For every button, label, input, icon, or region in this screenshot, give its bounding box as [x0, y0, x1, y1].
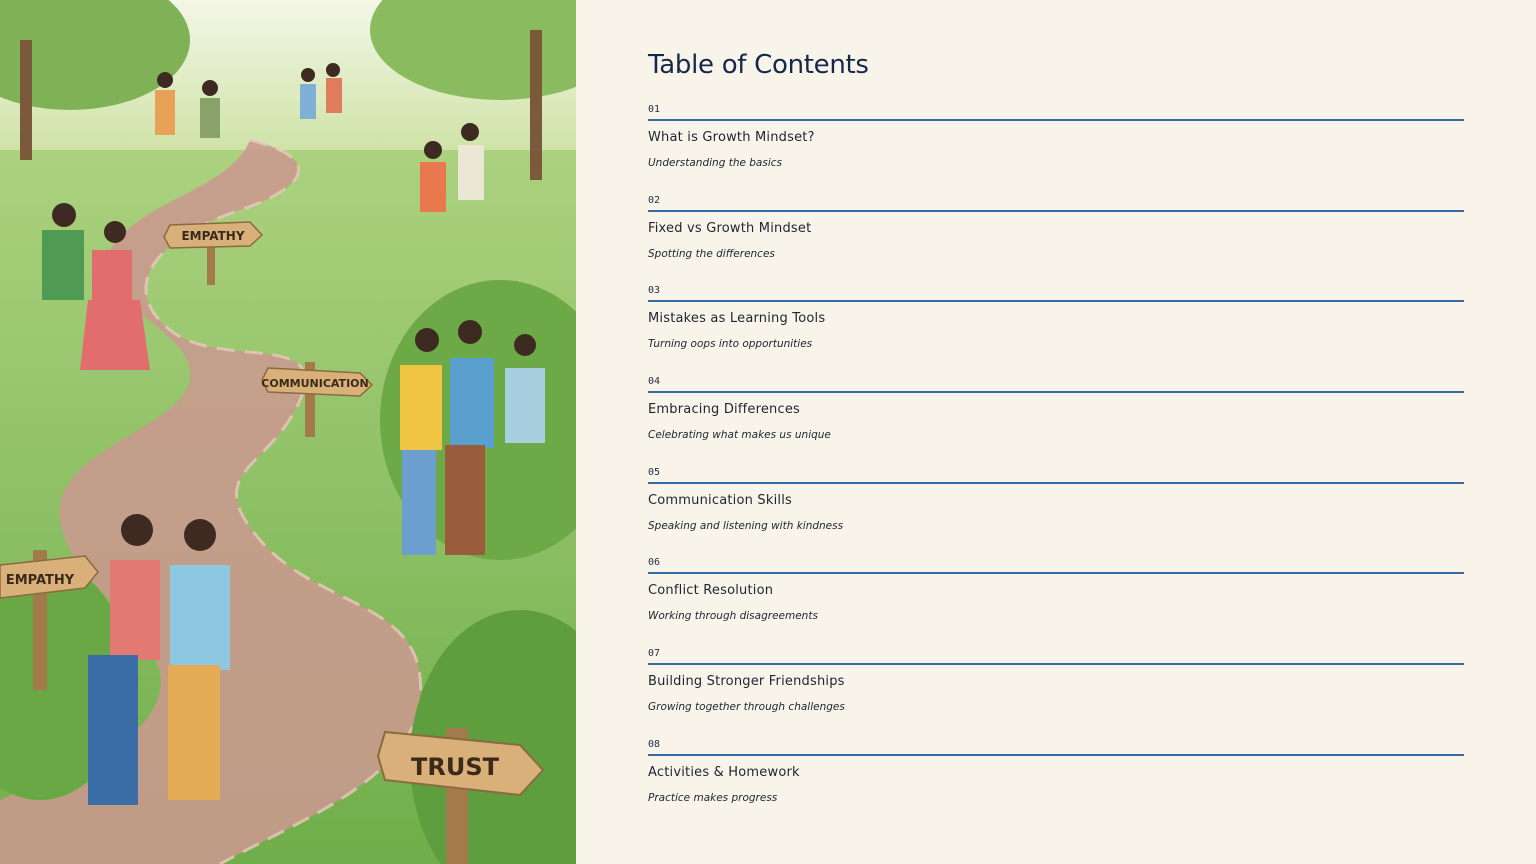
toc-divider — [648, 572, 1464, 574]
toc-subtitle: Working through disagreements — [648, 610, 818, 623]
illustration-panel — [0, 0, 576, 864]
toc-subtitle: Turning oops into opportunities — [648, 338, 813, 351]
toc-item-7[interactable] — [648, 648, 1464, 739]
toc-item-1[interactable] — [648, 104, 1464, 195]
toc-number: 08 — [648, 738, 661, 750]
toc-heading: Building Stronger Friendships — [648, 674, 845, 690]
toc-item-5[interactable] — [648, 467, 1464, 558]
toc-heading: Conflict Resolution — [648, 583, 774, 599]
toc-number: 05 — [648, 466, 661, 478]
toc-item-3[interactable] — [648, 285, 1464, 376]
toc-divider — [648, 663, 1464, 665]
toc-divider — [648, 210, 1464, 212]
toc-subtitle: Celebrating what makes us unique — [648, 429, 831, 442]
toc-heading: Communication Skills — [648, 492, 792, 508]
toc-subtitle: Speaking and listening with kindness — [648, 519, 844, 532]
toc-heading: Embracing Differences — [648, 402, 801, 418]
toc-number: 07 — [648, 648, 661, 660]
toc-divider — [648, 300, 1464, 302]
sign-empathy-bottom: EMPATHY — [5, 573, 75, 588]
toc-number: 02 — [648, 194, 661, 206]
toc-item-4[interactable] — [648, 376, 1464, 467]
toc-list — [648, 104, 1464, 830]
toc-number: 01 — [648, 104, 661, 115]
friendship-path-illustration — [0, 0, 576, 864]
toc-item-6[interactable] — [648, 557, 1464, 648]
toc-panel — [648, 0, 1464, 864]
sign-communication: COMMUNICATION — [261, 377, 369, 390]
toc-heading: Fixed vs Growth Mindset — [648, 220, 812, 236]
toc-divider — [648, 391, 1464, 393]
toc-divider — [648, 754, 1464, 756]
toc-heading: Activities & Homework — [648, 764, 800, 780]
toc-divider — [648, 119, 1464, 121]
toc-subtitle: Growing together through challenges — [648, 701, 845, 714]
sign-empathy-top: EMPATHY — [181, 229, 245, 243]
toc-heading: What is Growth Mindset? — [648, 130, 815, 145]
page-title: Table of Contents — [648, 50, 869, 80]
toc-number: 04 — [648, 376, 661, 388]
toc-number: 03 — [648, 285, 661, 297]
toc-divider — [648, 482, 1464, 484]
sign-trust: TRUST — [411, 753, 499, 781]
toc-subtitle: Understanding the basics — [648, 157, 782, 169]
toc-number: 06 — [648, 557, 661, 569]
toc-heading: Mistakes as Learning Tools — [648, 311, 826, 327]
toc-item-2[interactable] — [648, 195, 1464, 286]
toc-item-8[interactable] — [648, 739, 1464, 830]
toc-subtitle: Practice makes progress — [648, 791, 778, 804]
toc-subtitle: Spotting the differences — [648, 247, 775, 260]
